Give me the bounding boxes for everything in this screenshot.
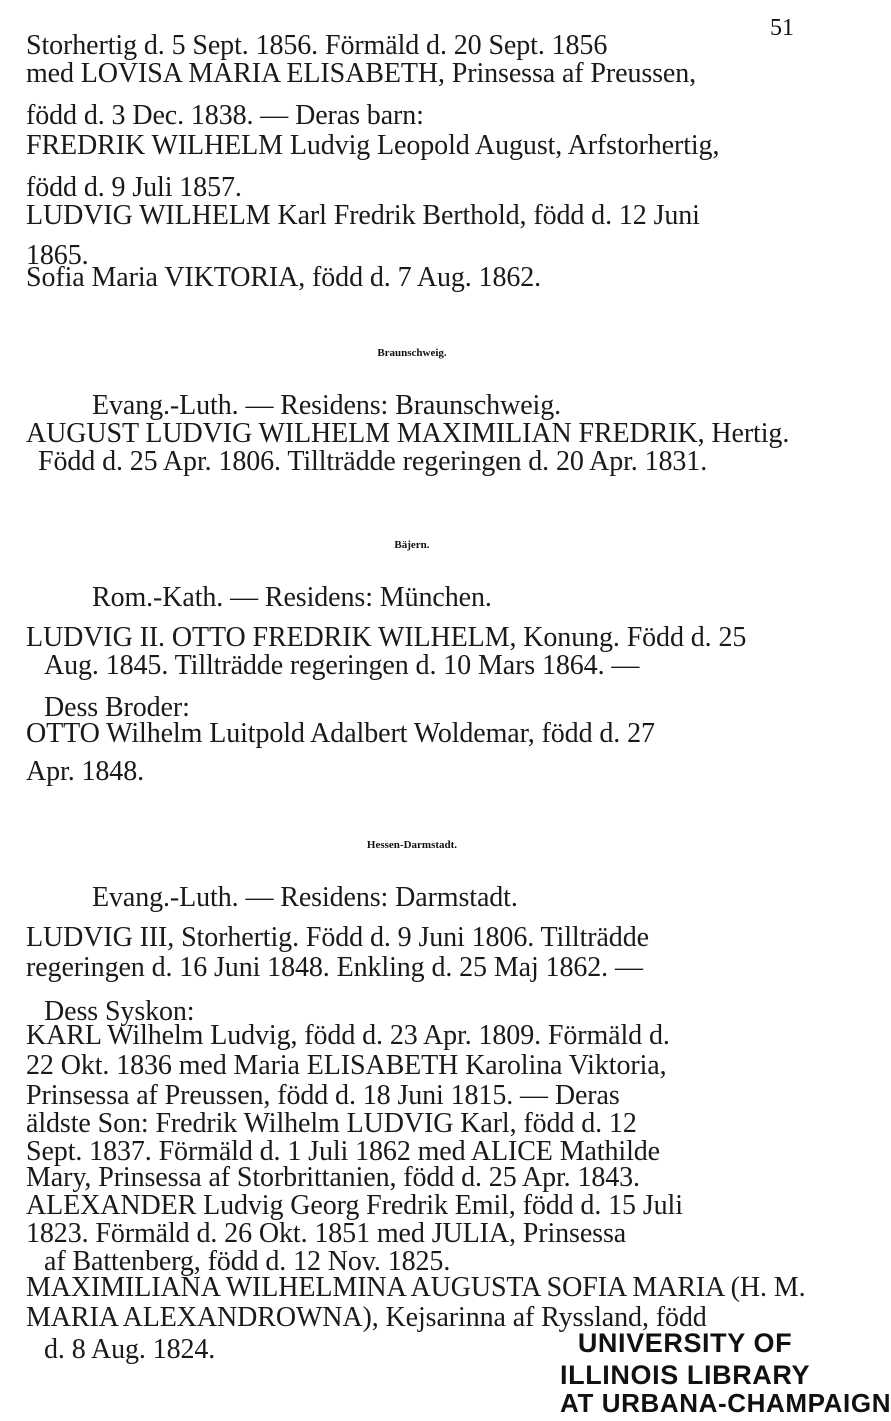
text-line: 1823. Förmäld d. 26 Okt. 1851 med JULIA, Prinsessa	[26, 1218, 627, 1249]
text-line: d. 8 Aug. 1824.	[44, 1334, 216, 1365]
text-line: Aug. 1845. Tillträdde regeringen d. 10 Mars 1864. —	[44, 650, 640, 681]
text-line: Dess Broder:	[44, 692, 190, 723]
stamp-line: AT URBANA-CHAMPAIGN	[560, 1388, 891, 1418]
section-heading-braunschweig: Braunschweig.	[377, 347, 447, 359]
text-line: Född d. 25 Apr. 1806. Tillträdde regeringen d. 20 Apr. 1831.	[38, 446, 708, 477]
text-line: Storhertig d. 5 Sept. 1856. Förmäld d. 20 Sept. 1856	[26, 30, 608, 61]
text-line: Rom.-Kath. — Residens: München.	[92, 582, 492, 613]
text-line: född d. 3 Dec. 1838. — Deras barn:	[26, 100, 424, 131]
stamp-line: UNIVERSITY OF	[577, 1328, 793, 1358]
text-line: Evang.-Luth. — Residens: Darmstadt.	[92, 882, 518, 913]
text-line: LUDVIG WILHELM Karl Fredrik Berthold, född d. 12 Juni	[26, 200, 700, 231]
text-line: Apr. 1848.	[26, 756, 145, 787]
text-line: OTTO Wilhelm Luitpold Adalbert Woldemar, född d. 27	[26, 718, 655, 749]
text-line: Evang.-Luth. — Residens: Braunschweig.	[92, 390, 562, 421]
text-line: Prinsessa af Preussen, född d. 18 Juni 1815. — Deras	[26, 1080, 620, 1111]
text-line: 22 Okt. 1836 med Maria ELISABETH Karolina Viktoria,	[26, 1050, 667, 1081]
section-heading-bajern: Bäjern.	[394, 539, 430, 551]
section-heading-hessen-darmstadt: Hessen-Darmstadt.	[366, 839, 458, 851]
text-line: af Battenberg, född d. 12 Nov. 1825.	[44, 1246, 451, 1277]
text-line: Sept. 1837. Förmäld d. 1 Juli 1862 med ALICE Mathilde	[26, 1136, 660, 1167]
text-line: regeringen d. 16 Juni 1848. Enkling d. 25 Maj 1862. —	[26, 952, 643, 983]
text-line: FREDRIK WILHELM Ludvig Leopold August, Arfstorhertig,	[26, 130, 720, 161]
text-line: MARIA ALEXANDROWNA), Kejsarinna af Ryssland, född	[26, 1302, 707, 1333]
text-line: LUDVIG III, Storhertig. Född d. 9 Juni 1806. Tillträdde	[26, 922, 649, 953]
text-line: äldste Son: Fredrik Wilhelm LUDVIG Karl, född d. 12	[26, 1108, 637, 1139]
text-line: Dess Syskon:	[44, 996, 195, 1027]
library-stamp	[560, 1236, 891, 1418]
text-line: Mary, Prinsessa af Storbrittanien, född d. 25 Apr. 1843.	[26, 1162, 640, 1193]
text-line: 1865.	[26, 240, 89, 271]
page-number: 51	[770, 15, 794, 41]
text-line: LUDVIG II. OTTO FREDRIK WILHELM, Konung. Född d. 25	[26, 622, 747, 653]
text-line: MAXIMILIANA WILHELMINA AUGUSTA SOFIA MARIA (H. M.	[26, 1272, 806, 1303]
text-line: Sofia Maria VIKTORIA, född d. 7 Aug. 1862.	[26, 262, 542, 293]
text-line: med LOVISA MARIA ELISABETH, Prinsessa af Preussen,	[26, 58, 697, 89]
text-line: AUGUST LUDVIG WILHELM MAXIMILIAN FREDRIK, Hertig.	[26, 418, 790, 449]
text-line: KARL Wilhelm Ludvig, född d. 23 Apr. 1809. Förmäld d.	[26, 1020, 670, 1051]
text-line: ALEXANDER Ludvig Georg Fredrik Emil, född d. 15 Juli	[26, 1190, 683, 1221]
text-line: född d. 9 Juli 1857.	[26, 172, 242, 203]
stamp-line: ILLINOIS LIBRARY	[560, 1360, 811, 1390]
